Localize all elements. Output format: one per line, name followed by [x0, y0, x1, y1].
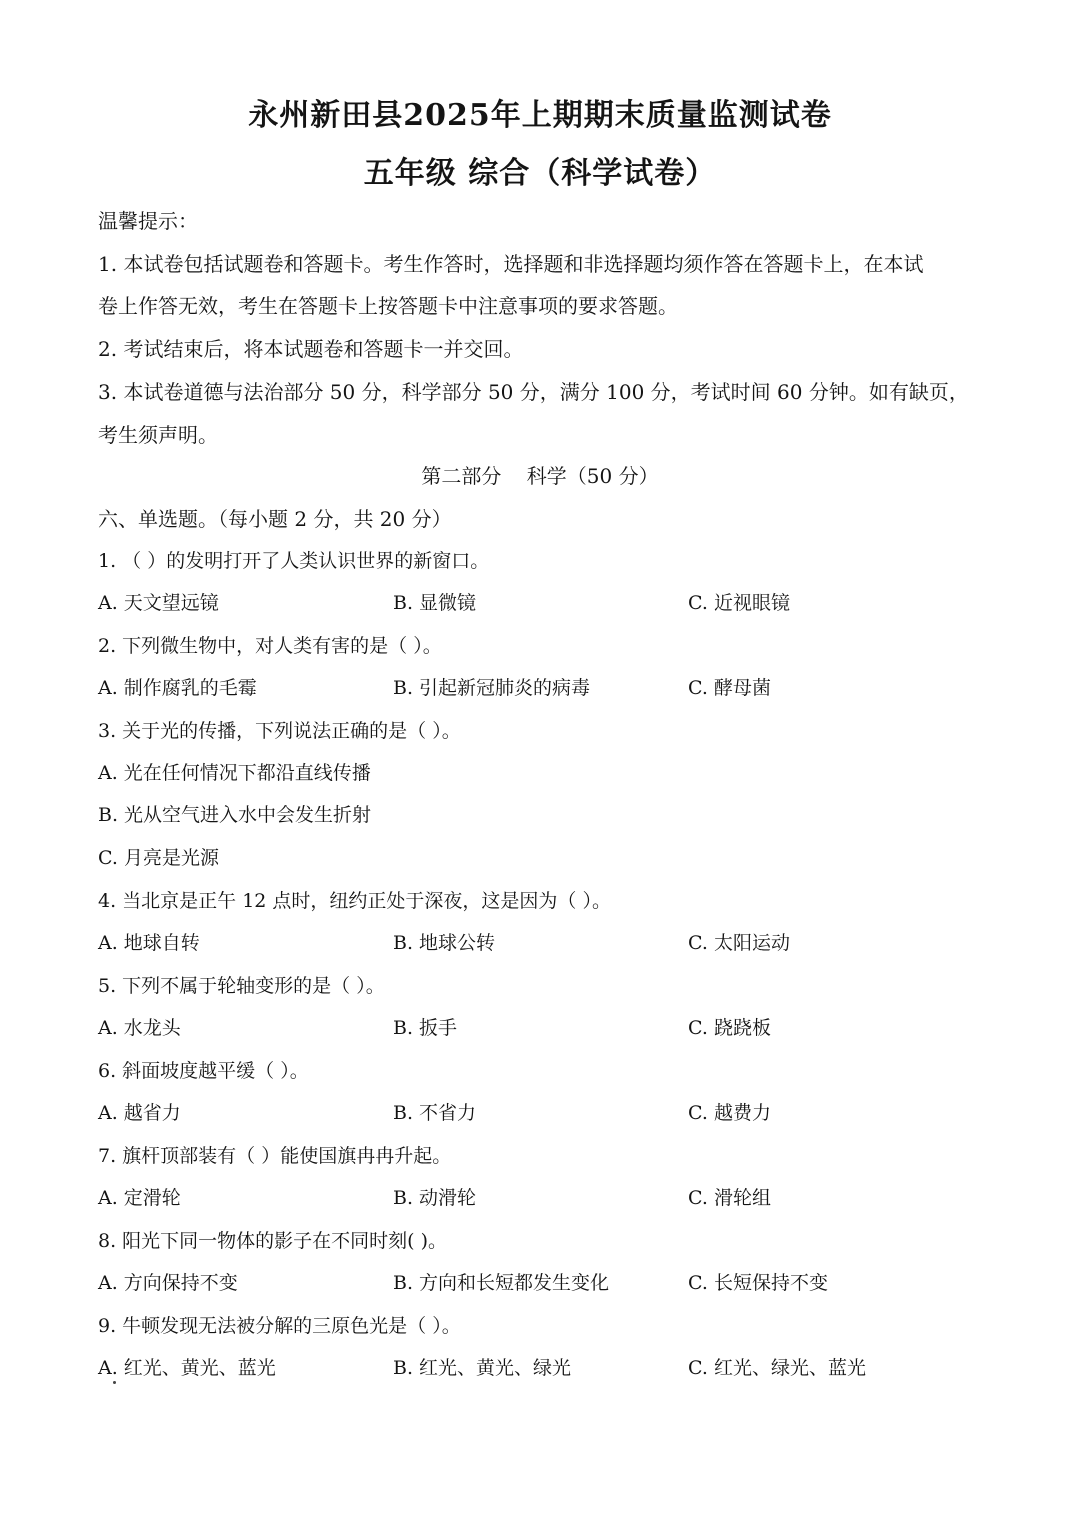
question-8-option-b: B. 方向和长短都发生变化: [393, 1272, 610, 1294]
question-1-option-a: A. 天文望远镜: [98, 592, 219, 614]
question-5-option-a: A. 水龙头: [98, 1017, 181, 1039]
question-7-option-b: B. 动滑轮: [393, 1187, 477, 1209]
question-5-option-c: C. 跷跷板: [688, 1017, 771, 1039]
notice-label: 温馨提示：: [98, 209, 198, 233]
question-4-option-a: A. 地球自转: [98, 932, 200, 954]
question-6-option-b: B. 不省力: [393, 1102, 477, 1124]
question-8-option-c: C. 长短保持不变: [688, 1272, 828, 1294]
question-2-option-c: C. 酵母菌: [688, 677, 771, 699]
question-9-option-c: C. 红光、绿光、蓝光: [688, 1357, 866, 1379]
exam-title: 永州新田县2025年上期期末质量监测试卷: [248, 98, 832, 133]
question-1-option-c: C. 近视眼镜: [688, 592, 790, 614]
notice-tip-1-line-1: 1. 本试卷包括试题卷和答题卡。考生作答时，选择题和非选择题均须作答在答题卡上，在本试: [98, 252, 924, 276]
question-4-option-c: C. 太阳运动: [688, 932, 790, 954]
question-8-option-a: A. 方向保持不变: [98, 1272, 238, 1294]
section-6-heading: 六、单选题。（每小题 2 分，共 20 分）: [98, 507, 452, 531]
question-2-stem: 2. 下列微生物中，对人类有害的是（ ）。: [98, 635, 442, 657]
question-8-stem: 8. 阳光下同一物体的影子在不同时刻( )。: [98, 1230, 448, 1252]
scan-speck: [113, 1381, 116, 1384]
question-3-option-c: C. 月亮是光源: [98, 847, 219, 869]
question-6-option-a: A. 越省力: [98, 1102, 181, 1124]
question-1-option-b: B. 显微镜: [393, 592, 477, 614]
part-title: 第二部分 科学（50 分）: [421, 464, 659, 488]
question-5-stem: 5. 下列不属于轮轴变形的是（ ）。: [98, 975, 385, 997]
question-1-stem: 1. （ ）的发明打开了人类认识世界的新窗口。: [98, 550, 490, 572]
question-9-option-b: B. 红光、黄光、绿光: [393, 1357, 572, 1379]
question-6-stem: 6. 斜面坡度越平缓（ ）。: [98, 1060, 309, 1082]
question-3-option-a: A. 光在任何情况下都沿直线传播: [98, 762, 371, 784]
notice-tip-3-line-1: 3. 本试卷道德与法治部分 50 分，科学部分 50 分，满分 100 分，考试时间 60 分钟。如有缺页，: [98, 380, 969, 404]
question-6-option-c: C. 越费力: [688, 1102, 771, 1124]
question-4-stem: 4. 当北京是正午 12 点时，纽约正处于深夜，这是因为（ ）。: [98, 890, 611, 912]
question-2-option-a: A. 制作腐乳的毛霉: [98, 677, 257, 699]
question-7-option-c: C. 滑轮组: [688, 1187, 771, 1209]
question-4-option-b: B. 地球公转: [393, 932, 496, 954]
exam-subtitle: 五年级 综合（科学试卷）: [363, 156, 717, 191]
notice-tip-3-line-2: 考生须声明。: [98, 423, 218, 447]
question-3-option-b: B. 光从空气进入水中会发生折射: [98, 804, 372, 826]
question-9-stem: 9. 牛顿发现无法被分解的三原色光是（ ）。: [98, 1315, 461, 1337]
question-7-option-a: A. 定滑轮: [98, 1187, 181, 1209]
question-9-option-a: A. 红光、黄光、蓝光: [98, 1357, 276, 1379]
notice-tip-2: 2. 考试结束后，将本试题卷和答题卡一并交回。: [98, 337, 524, 361]
notice-tip-1-line-2: 卷上作答无效，考生在答题卡上按答题卡中注意事项的要求答题。: [98, 294, 678, 318]
question-2-option-b: B. 引起新冠肺炎的病毒: [393, 677, 591, 699]
question-7-stem: 7. 旗杆顶部装有（ ）能使国旗冉冉升起。: [98, 1145, 452, 1167]
question-5-option-b: B. 扳手: [393, 1017, 458, 1039]
question-3-stem: 3. 关于光的传播，下列说法正确的是（ ）。: [98, 720, 461, 742]
